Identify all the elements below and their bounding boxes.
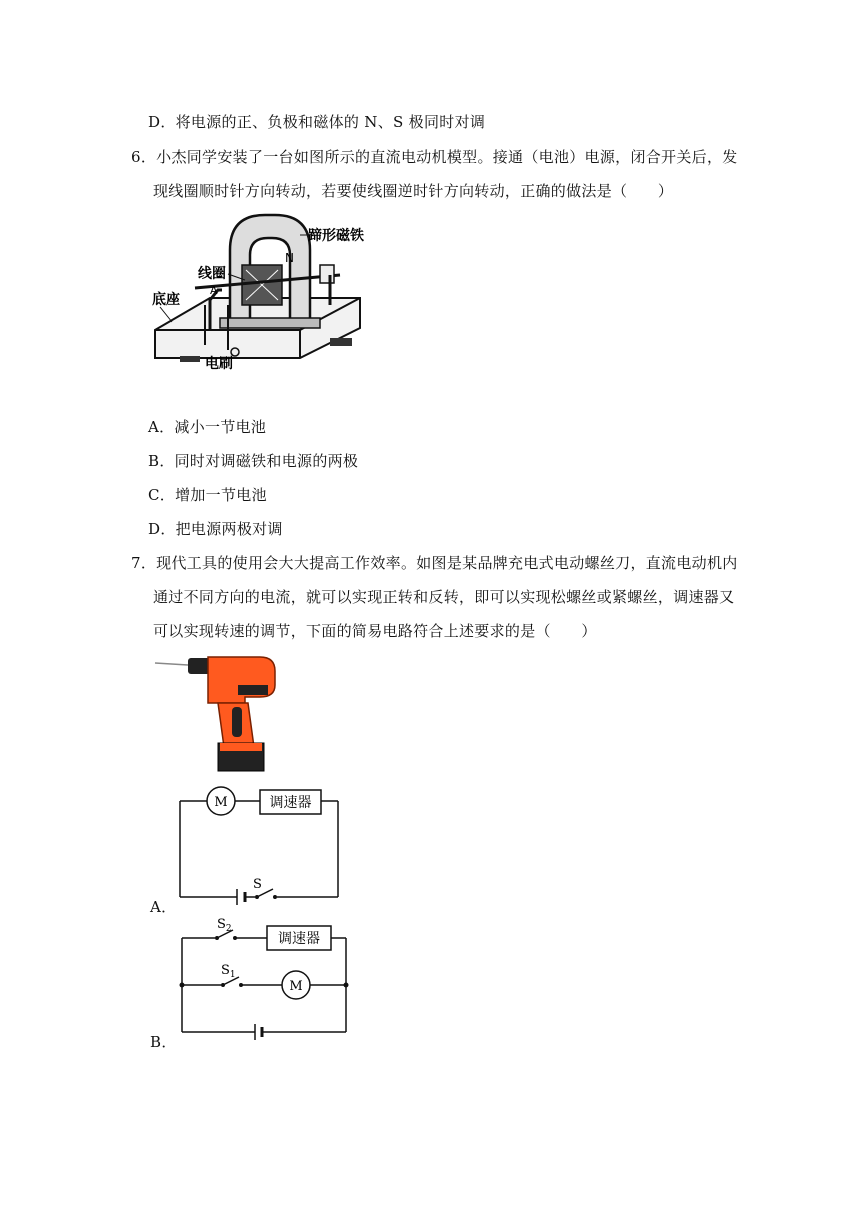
brush-label: 电刷	[205, 356, 233, 372]
magnet-north-label: N	[285, 251, 294, 265]
option-b-label: B．	[150, 1033, 177, 1051]
electric-screwdriver-image	[150, 655, 280, 775]
q5-option-d: D．将电源的正、负极和磁体的 N、S 极同时对调	[148, 113, 486, 131]
motor-label: M	[214, 795, 228, 810]
q6-option-d: D．把电源两极对调	[148, 520, 283, 538]
drill-body	[208, 657, 275, 703]
circuit-b	[145, 918, 365, 1048]
drill-chuck	[188, 658, 210, 674]
point-a-label: A	[210, 284, 218, 297]
q6-option-b: B．同时对调磁铁和电源的两极	[148, 452, 359, 470]
q6-option-c: C．增加一节电池	[148, 486, 267, 504]
motor-label-b: M	[289, 979, 303, 994]
q6-option-a: A．减小一节电池	[148, 418, 267, 436]
q6-stem-line2: 现线圈顺时针方向转动，若要使线圈逆时针方向转动，正确的做法是（ ）	[153, 182, 674, 200]
q7-stem-line1: 7．现代工具的使用会大大提高工作效率。如图是某品牌充电式电动螺丝刀，直流电动机内	[131, 554, 738, 572]
switch-label: S	[253, 877, 262, 892]
magnet-label: 蹄形磁铁	[308, 228, 364, 244]
q7-stem-line2: 通过不同方向的电流，就可以实现正转和反转，即可以实现松螺丝或紧螺丝，调速器又	[153, 588, 735, 606]
base-label: 底座	[152, 292, 180, 308]
q7-stem-line3: 可以实现转速的调节，下面的简易电路符合上述要求的是（ ）	[153, 622, 597, 640]
regulator-label: 调速器	[269, 795, 312, 811]
coil-label: 线圈	[198, 266, 226, 282]
option-a-label: A．	[150, 898, 177, 916]
regulator-label-b: 调速器	[278, 931, 320, 947]
switch-s1-label: $S_1$	[221, 963, 236, 980]
switch-s2-label: $S_2$	[217, 918, 232, 934]
q6-stem-line1: 6．小杰同学安装了一台如图所示的直流电动机模型。接通（电池）电源，闭合开关后，发	[131, 148, 738, 166]
motor-model-figure	[150, 210, 380, 380]
circuit-a	[145, 785, 355, 915]
